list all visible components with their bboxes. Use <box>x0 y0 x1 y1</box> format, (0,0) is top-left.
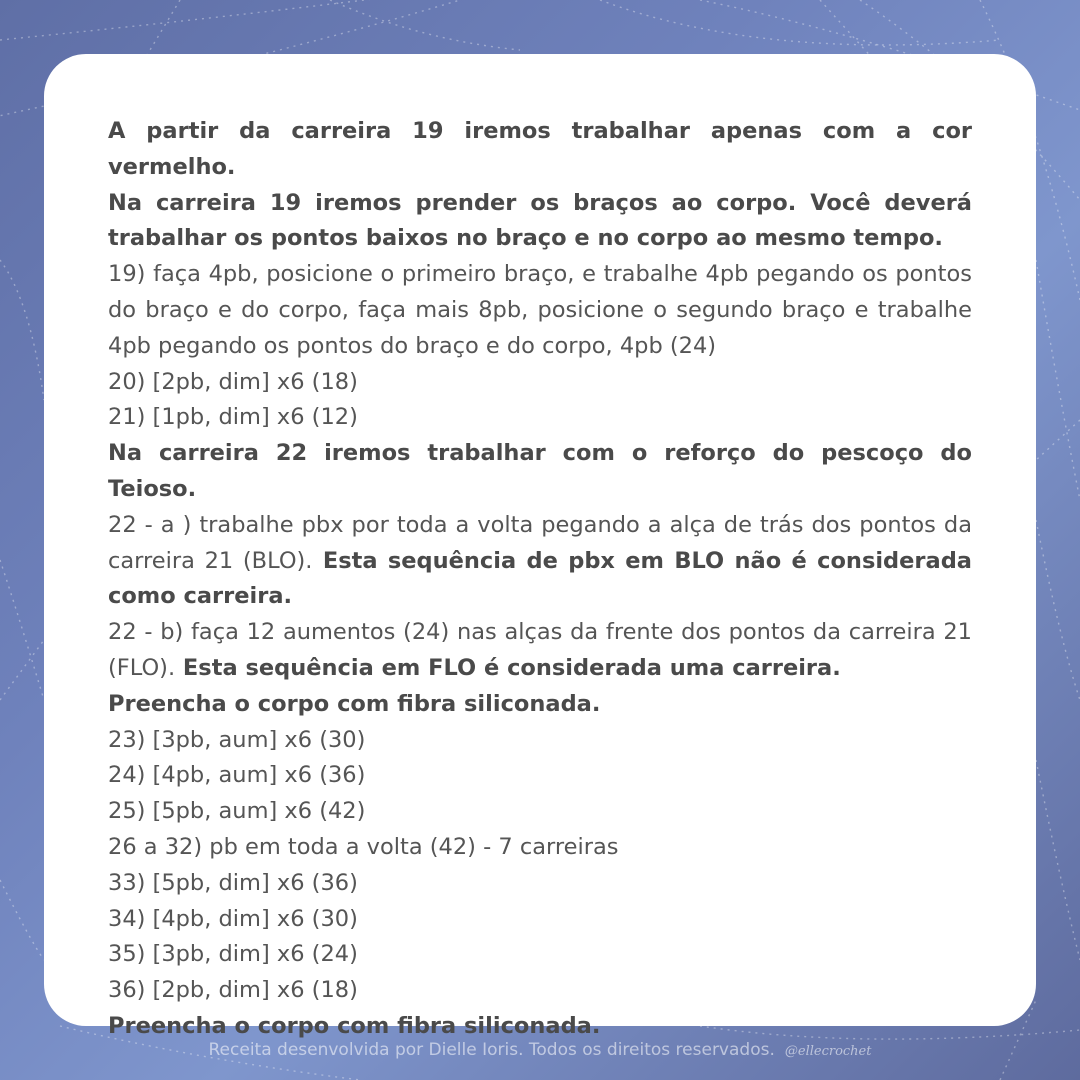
recipe-line-text: 22 - b) faça 12 aumentos (24) nas alças da frente dos pontos da carreira 21 (FLO). <box>108 619 972 681</box>
recipe-line <box>108 866 972 902</box>
recipe-line-text: 24) [4pb, aum] x6 (36) <box>108 762 366 789</box>
recipe-line <box>108 758 972 794</box>
recipe-line <box>108 723 972 759</box>
recipe-line-text: 36) [2pb, dim] x6 (18) <box>108 977 358 1004</box>
recipe-line-text: Preencha o corpo com fibra siliconada. <box>108 690 601 717</box>
recipe-line-text: 34) [4pb, dim] x6 (30) <box>108 905 358 932</box>
recipe-line-note: Esta sequência de pbx em BLO não é considerada como carreira. <box>108 547 972 610</box>
recipe-line-text: 23) [3pb, aum] x6 (30) <box>108 726 366 753</box>
recipe-line-text: 33) [5pb, dim] x6 (36) <box>108 869 358 896</box>
recipe-line-text: 35) [3pb, dim] x6 (24) <box>108 941 358 968</box>
recipe-line-text: 21) [1pb, dim] x6 (12) <box>108 404 358 431</box>
recipe-line-text: Na carreira 22 iremos trabalhar com o reforço do pescoço do Teioso. <box>108 440 972 502</box>
recipe-line-text: 22 - a ) trabalhe pbx por toda a volta pegando a alça de trás dos pontos da carreira 21 (BLO). <box>108 511 972 574</box>
footer-credit <box>0 1040 1080 1060</box>
recipe-line <box>108 365 972 401</box>
author-handle: @ellecrochet <box>784 1044 872 1059</box>
recipe-line-note: Esta sequência em FLO é considerada uma carreira. <box>175 654 841 681</box>
recipe-line-text: 26 a 32) pb em toda a volta (42) - 7 carreiras <box>108 833 619 860</box>
recipe-line-text: Na carreira 19 iremos prender os braços ao corpo. Você deverá trabalhar os pontos baixos no braço e no corpo ao mesmo tempo. <box>108 189 972 252</box>
recipe-line <box>108 794 972 830</box>
recipe-line <box>108 508 972 615</box>
recipe-line <box>108 436 972 508</box>
recipe-line <box>108 937 972 973</box>
recipe-line-text: Preencha o corpo com fibra siliconada. <box>108 1012 601 1039</box>
recipe-line <box>108 687 972 723</box>
credit-text: Receita desenvolvida por Dielle Ioris. Todos os direitos reservados. <box>208 1040 775 1060</box>
recipe-line-text: 19) faça 4pb, posicione o primeiro braço, e trabalhe 4pb pegando os pontos do braço e do corpo, faça mais 8pb, posicione o segundo braço e trabalhe 4pb pegando os pontos do braço e do corpo, 4pb (24) <box>108 261 972 359</box>
recipe-line-text: 25) [5pb, aum] x6 (42) <box>108 798 366 825</box>
recipe-line <box>108 830 972 866</box>
recipe-line-text: 20) [2pb, dim] x6 (18) <box>108 368 358 395</box>
recipe-line-text: A partir da carreira 19 iremos trabalhar apenas com a cor vermelho. <box>108 118 972 180</box>
recipe-line <box>108 257 972 364</box>
recipe-line <box>108 973 972 1009</box>
recipe-line <box>108 186 972 258</box>
recipe-line <box>108 400 972 436</box>
recipe-card <box>44 54 1036 1039</box>
recipe-text <box>108 114 972 1045</box>
recipe-line <box>108 902 972 938</box>
recipe-line <box>108 114 972 186</box>
recipe-line <box>108 615 972 687</box>
